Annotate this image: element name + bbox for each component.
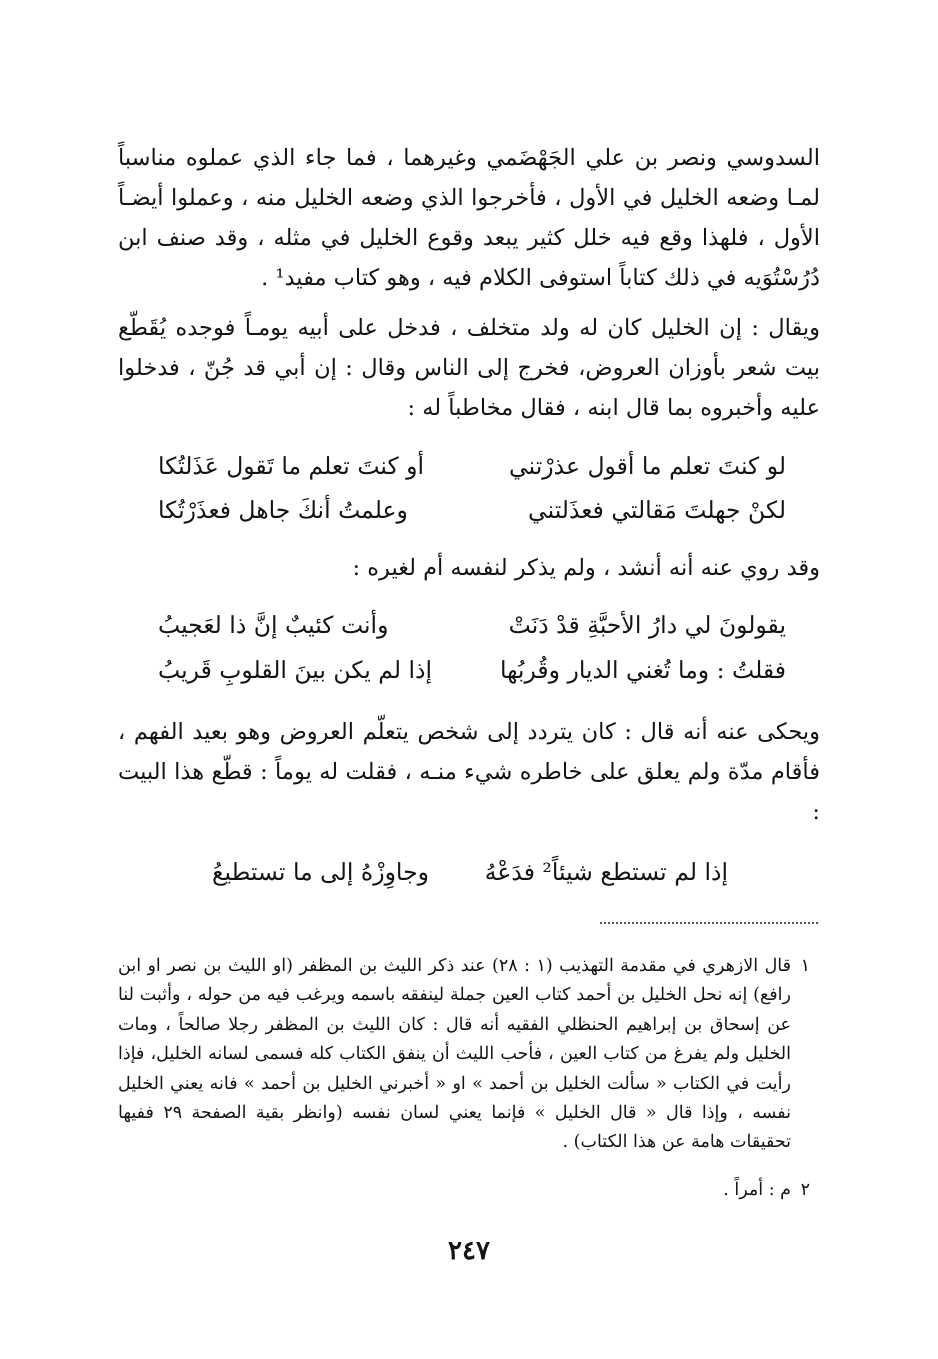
footnote-1-number: ١ (800, 956, 810, 976)
paragraph-4: ويحكى عنه أنه قال : كان يتردد إلى شخص يتعلّم العروض وهو بعيد الفهم ، فأقام مدّة ولم يعلق على خاطره شيء منـه ، فقلت له يوماً : قطّع هذا البيت : (118, 719, 820, 825)
paragraph-3: وقد روي عنه أنه أنشد ، ولم يذكر لنفسه أم لغيره : (352, 555, 820, 581)
poem2-verse1-second-hemistich: وأنت كئيبٌ إنَّ ذا لعَجيبُ (158, 611, 389, 639)
poem3-second-hemistich: وجاوِزْهُ إلى ما تستطيعُ (212, 858, 429, 886)
poem1-verse1-first-hemistich: لو كنتَ تعلم ما أقول عذرْتني (509, 452, 786, 480)
paragraph-2: ويقال : إن الخليل كان له ولد متخلف ، فدخل على أبيه يومـاً فوجده يُقَطّع بيت شعر بأوزان العروض، فخرج إلى الناس وقال : إن أبي قد جُنّ ، فدخلوا عليه وأخبروه بما قال ابنه ، فقال مخاطباً له : (118, 315, 820, 421)
poem1-verse1-second-hemistich: أو كنتَ تعلم ما تَقول عَذَلتُكا (158, 452, 425, 480)
poem1-verse2-first-hemistich: لكنْ جهلتَ مَقالتي فعذَلتني (528, 496, 786, 524)
footnote-2: م : أمراً . (723, 1180, 791, 1200)
footnote-1: قال الازهري في مقدمة التهذيب (١ : ٢٨) عند ذكر الليث بن المظفر (او الليث بن نصر او ابن رافع) إنه نحل الخليل بن أحمد كتاب العين جملة لينفقه باسمه ويرغب فيه من حوله ، وأثبت لنا عن إسحاق بن إبراهيم الحنظلي الفقيه أنه قال : كان الليث بن المظفر رجلا صالحاً ، ومات الخليل ولم يفرغ من كتاب العين ، فأحب الليث أن ينفق الكتاب كله فسمى لسانه الخليل، فإذا رأيت في الكتاب « سألت الخليل بن أحمد » او « أخبرني الخليل بن أحمد » فانه يعني الخليل نفسه ، وإذا قال « قال الخليل » فإنما يعني لسان نفسه (وانظر بقية الصفحة ٢٩ ففيها تحقيقات هامة عن هذا الكتاب) . (118, 956, 791, 1153)
page-number: ٢٤٧ (448, 1236, 490, 1266)
footnote-separator (600, 922, 818, 924)
paragraph-1: السدوسي ونصر بن علي الجَهْضَمي وغيرهما ، فما جاء الذي عملوه مناسباً لمـا وضعه الخليل في الأول ، فأخرجوا الذي وضعه الخليل منه ، وعملوا أيضـاً الأول ، فلهذا وقع فيه خلل كثير يبعد وقوع الخليل في مثله ، وقد صنف ابن دُرُسْتُوَيه في ذلك كتاباً استوفى الكلام فيه ، وهو كتاب مفيد¹ . (118, 145, 820, 291)
poem2-verse1-first-hemistich: يقولونَ لي دارُ الأحبَّةِ قدْ دَنَتْ (508, 611, 786, 639)
footnote-2-number: ٢ (800, 1180, 810, 1200)
poem3-first-hemistich: إذا لم تستطع شيئاً² فدَعْهُ (484, 858, 728, 886)
poem1-verse2-second-hemistich: وعلمتُ أنكَ جاهل فعذَرْتُكا (158, 496, 408, 524)
poem2-verse2-second-hemistich: إذا لم يكن بينَ القلوبِ قَريبُ (158, 656, 433, 684)
poem2-verse2-first-hemistich: فقلتُ : وما تُغني الديار وقُربُها (499, 656, 786, 684)
